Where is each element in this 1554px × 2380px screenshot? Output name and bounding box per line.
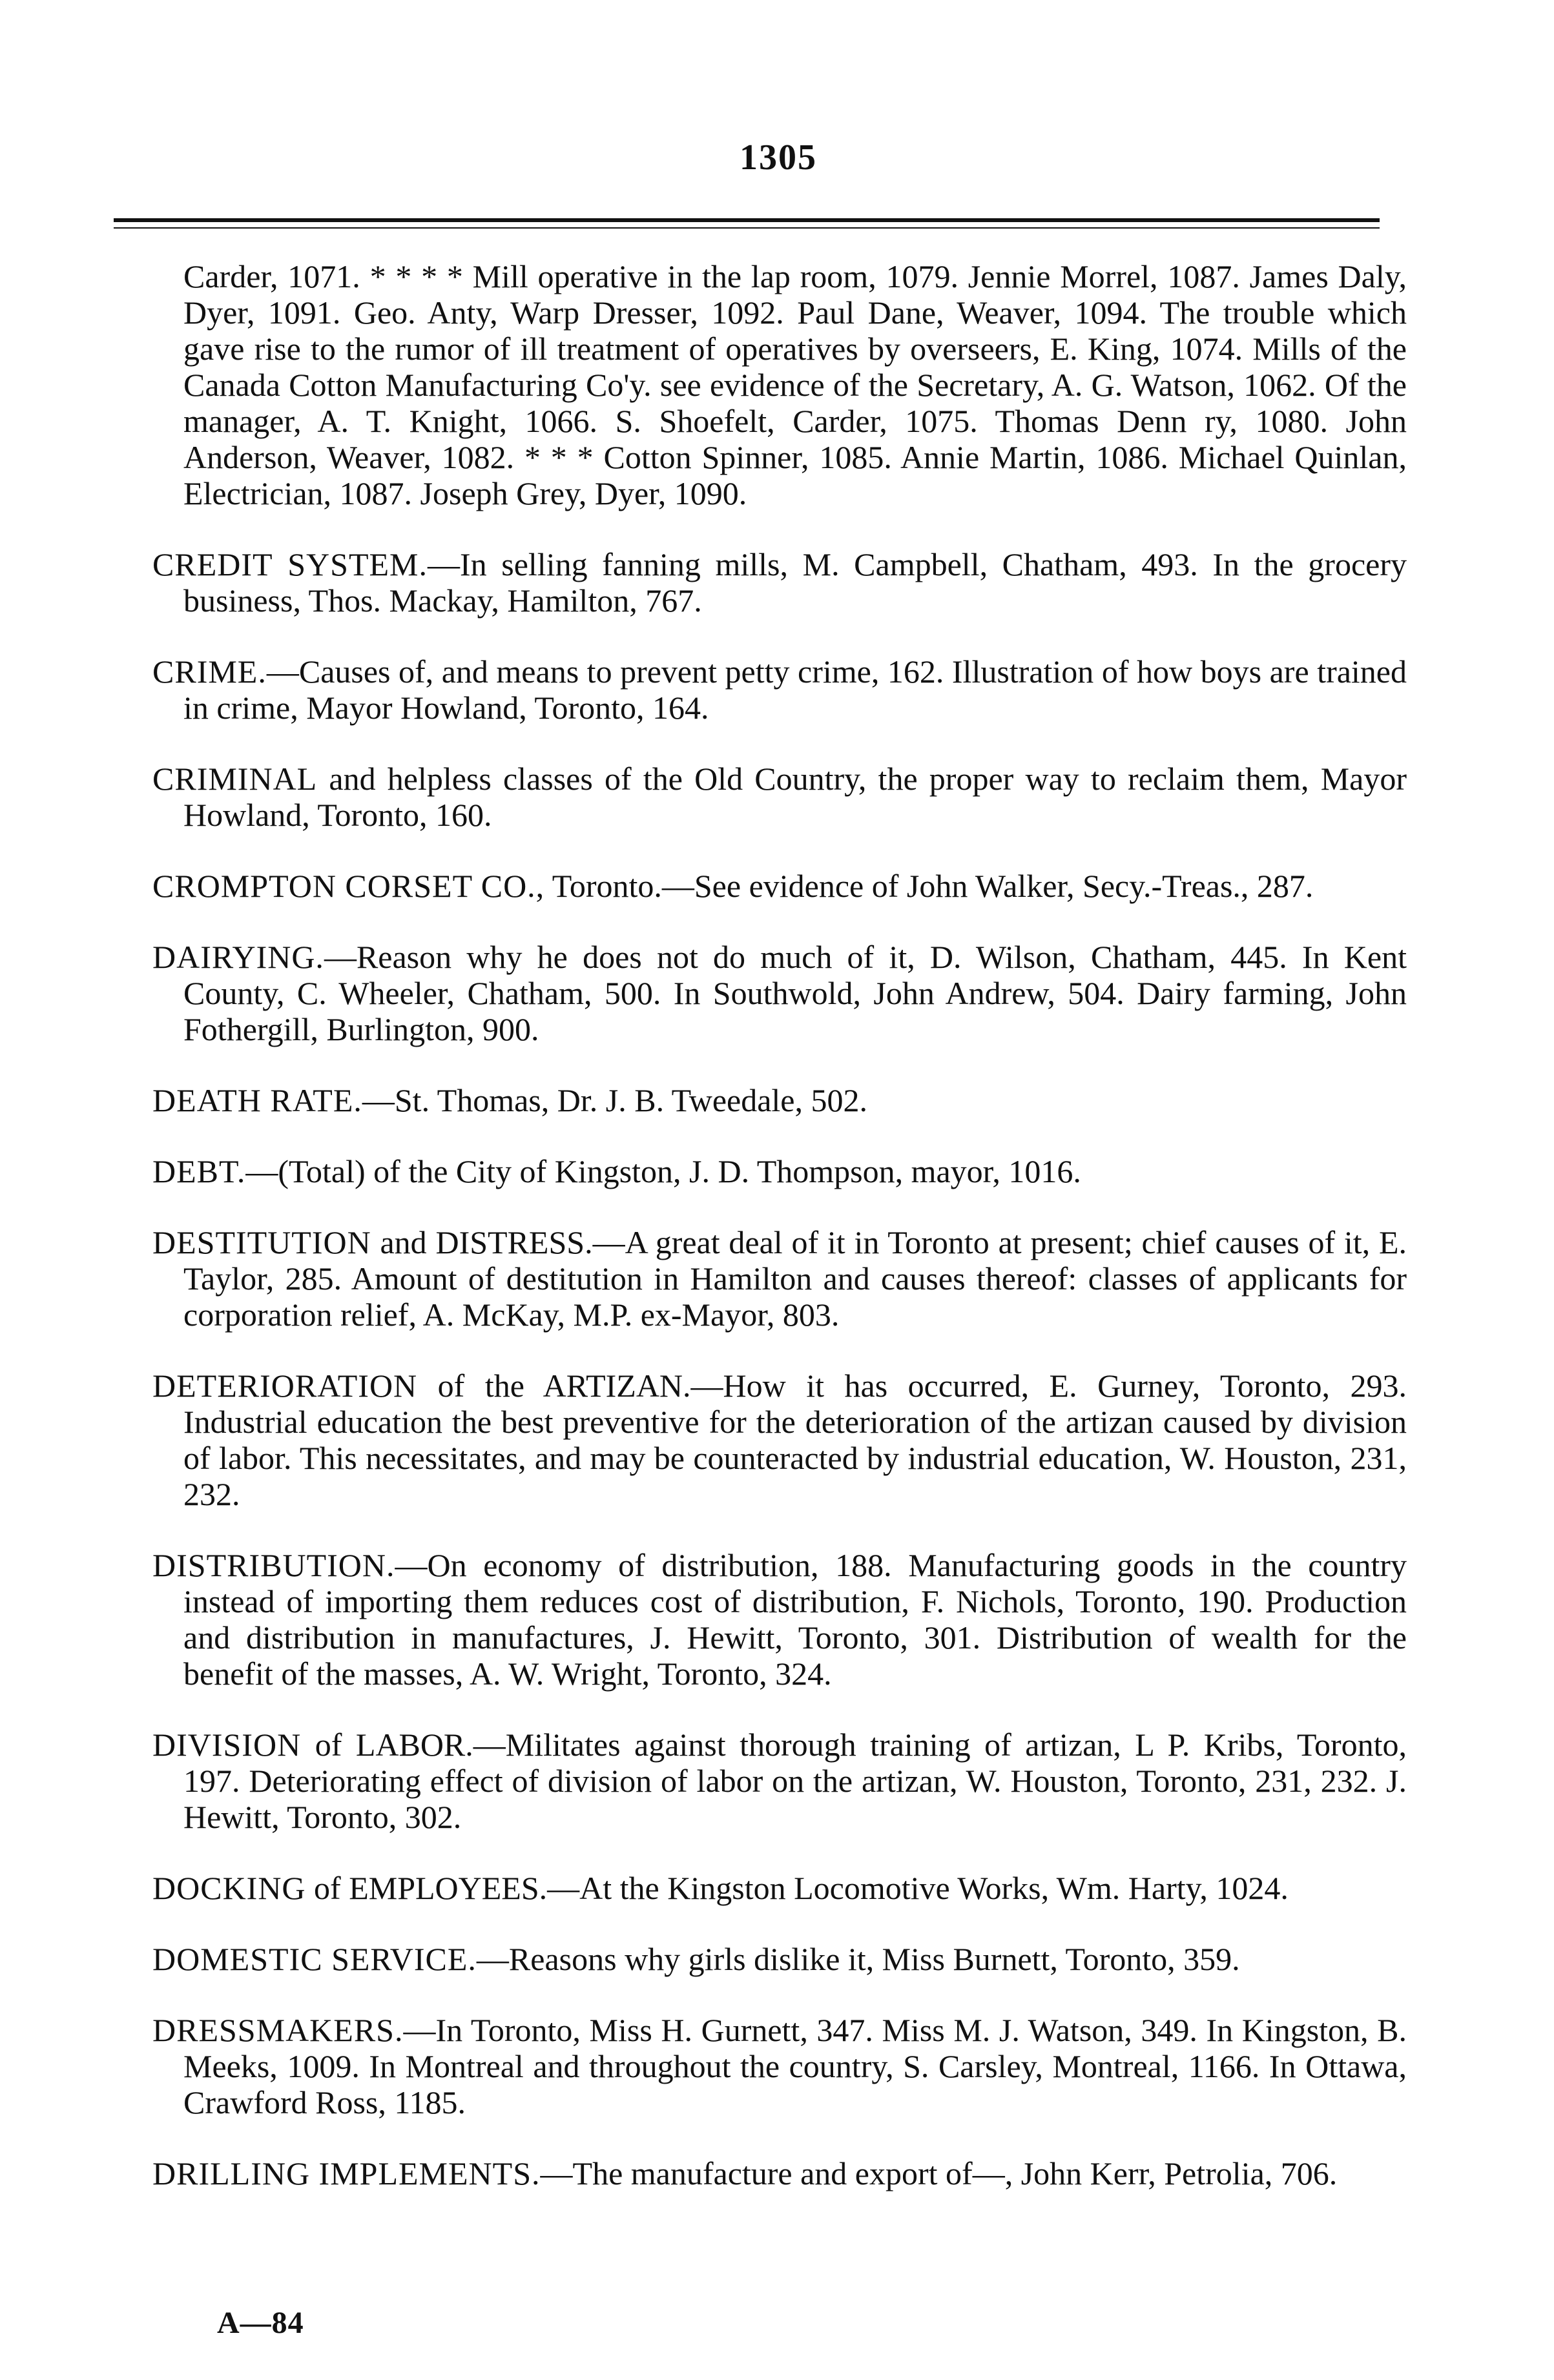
header-rule-thin: [114, 227, 1380, 229]
entry-heading: CRIME.: [152, 653, 267, 690]
index-content: [152, 258, 1407, 2226]
index-entry-credit-system: [152, 546, 1407, 619]
entry-heading: DETERIORATION: [152, 1368, 418, 1404]
entry-heading: DOCKING: [152, 1870, 306, 1906]
index-entry-dressmakers: [152, 2012, 1407, 2120]
index-entry-drilling-implements: [152, 2155, 1407, 2191]
entry-heading: CRIMINAL: [152, 761, 318, 797]
index-entry-criminal: [152, 761, 1407, 833]
index-entry-crompton-corset: [152, 868, 1407, 904]
entry-heading: DRESSMAKERS.: [152, 2012, 404, 2048]
entry-text: —On economy of distribution, 188. Manufacturing goods in the country instead of importing them reduces cost of distribution, F. Nichols, Toronto, 190. Production and distribution in manufactures, J. Hewitt, Toronto, 301. Distribution of wealth for the benefit of the masses, A. W. Wright, Toronto, 324.: [183, 1547, 1407, 1692]
index-entry-deterioration: [152, 1368, 1407, 1512]
index-entry-distribution: [152, 1547, 1407, 1692]
entry-text: Toronto.—See evidence of John Walker, Secy.-Treas., 287.: [544, 868, 1314, 904]
header-rule-thick: [114, 218, 1380, 222]
index-entry-crime: [152, 653, 1407, 726]
entry-heading: DOMESTIC SERVICE.: [152, 1941, 477, 1977]
entry-text: —(Total) of the City of Kingston, J. D. Thompson, mayor, 1016.: [245, 1153, 1081, 1189]
index-entry-death-rate: [152, 1082, 1407, 1118]
entry-heading: DIVISION: [152, 1727, 302, 1763]
entry-text: —Reason why he does not do much of it, D. Wilson, Chatham, 445. In Kent County, C. Wheeler, Chatham, 500. In Southwold, John Andrew, 504. Dairy farming, John Fothergill, Burlington, 900.: [183, 939, 1407, 1047]
index-entry-domestic-service: [152, 1941, 1407, 1977]
entry-text: of the ARTIZAN.—How it has occurred, E. Gurney, Toronto, 293. Industrial education the best preventive for the deterioration of the artizan caused by division of labor. This necessitates, and may be counteracted by industrial education, W. Houston, 231, 232.: [183, 1368, 1407, 1512]
entry-text: —The manufacture and export of—, John Kerr, Petrolia, 706.: [540, 2155, 1338, 2191]
entry-heading: CROMPTON CORSET CO.,: [152, 868, 545, 904]
entry-text: —St. Thomas, Dr. J. B. Tweedale, 502.: [362, 1082, 867, 1118]
entry-heading: DAIRYING.: [152, 939, 324, 975]
entry-text: of LABOR.—Militates against thorough training of artizan, L P. Kribs, Toronto, 197. Deteriorating effect of division of labor on the artizan, W. Houston, Toronto, 231, 232. J. Hewitt, Toronto, 302.: [183, 1727, 1407, 1835]
index-entry-debt: [152, 1153, 1407, 1189]
entry-heading: DEATH RATE.: [152, 1082, 362, 1118]
entry-text: of EMPLOYEES.—At the Kingston Locomotive Works, Wm. Harty, 1024.: [306, 1870, 1289, 1906]
entry-text: and helpless classes of the Old Country, the proper way to reclaim them, Mayor Howland, Toronto, 160.: [183, 761, 1407, 833]
index-entry-docking: [152, 1870, 1407, 1906]
index-entry-dairying: [152, 939, 1407, 1047]
page-number: 1305: [740, 138, 817, 178]
index-entry-division: [152, 1727, 1407, 1835]
index-entry-destitution: [152, 1224, 1407, 1333]
printer-signature-mark: A—84: [217, 2306, 304, 2340]
entry-heading: CREDIT SYSTEM.: [152, 546, 428, 582]
entry-text: —Reasons why girls dislike it, Miss Burnett, Toronto, 359.: [476, 1941, 1240, 1977]
continuation-entry: [152, 258, 1407, 511]
entry-text: and DISTRESS.—A great deal of it in Toronto at present; chief causes of it, E. Taylor, 285. Amount of destitution in Hamilton and causes thereof: classes of applicants for corporation relief, A. McKay, M.P. ex-Mayor, 803.: [183, 1224, 1407, 1333]
entry-text: —Causes of, and means to prevent petty crime, 162. Illustration of how boys are trained in crime, Mayor Howland, Toronto, 164.: [183, 653, 1407, 726]
entry-heading: DISTRIBUTION.: [152, 1547, 395, 1583]
continuation-text: Carder, 1071. * * * * Mill operative in the lap room, 1079. Jennie Morrel, 1087. James Daly, Dyer, 1091. Geo. Anty, Warp Dresser, 1092. Paul Dane, Weaver, 1094. The trouble which gave rise to the rumor of ill treatment of operatives by overseers, E. King, 1074. Mills of the Canada Cotton Manufacturing Co'y. see evidence of the Secretary, A. G. Watson, 1062. Of the manager, A. T. Knight, 1066. S. Shoefelt, Carder, 1075. Thomas Denn ry, 1080. John Anderson, Weaver, 1082. * * * Cotton Spinner, 1085. Annie Martin, 1086. Michael Quinlan, Electrician, 1087. Joseph Grey, Dyer, 1090.: [183, 258, 1407, 511]
entry-heading: DESTITUTION: [152, 1224, 371, 1260]
entry-heading: DEBT.: [152, 1153, 246, 1189]
entry-heading: DRILLING IMPLEMENTS.: [152, 2155, 541, 2191]
entry-text: —In Toronto, Miss H. Gurnett, 347. Miss M. J. Watson, 349. In Kingston, B. Meeks, 1009. In Montreal and throughout the country, S. Carsley, Montreal, 1166. In Ottawa, Crawford Ross, 1185.: [183, 2012, 1407, 2120]
entry-text: —In selling fanning mills, M. Campbell, Chatham, 493. In the grocery business, Thos. Mackay, Hamilton, 767.: [183, 546, 1407, 619]
